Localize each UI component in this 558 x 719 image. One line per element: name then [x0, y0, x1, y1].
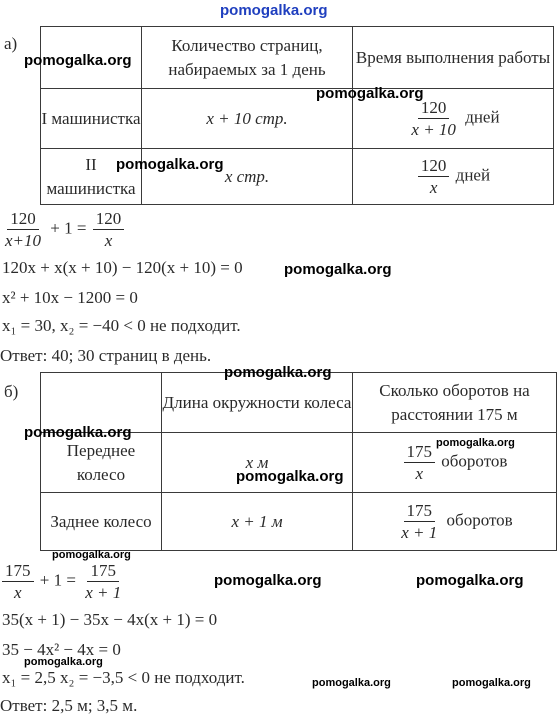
watermark-top: pomogalka.org	[220, 2, 328, 19]
part-a-label: а)	[4, 34, 18, 53]
fraction-numerator: 120	[418, 99, 450, 119]
equation-2: 35(x + 1) − 35x − 4x(x + 1) = 0	[2, 610, 218, 629]
watermark: pomogalka.org	[214, 572, 322, 589]
header-time: Время выполнения работы	[353, 27, 554, 89]
fraction-denominator: x + 1	[401, 523, 438, 542]
equation-operator: + 1 =	[50, 218, 87, 238]
fraction-denominator: x + 1	[85, 583, 122, 602]
unit-label: оборотов	[446, 510, 513, 530]
row-label: II машинистка	[41, 149, 142, 205]
answer-a: Ответ: 40; 30 страниц в день.	[0, 346, 212, 365]
watermark: pomogalka.org	[316, 85, 424, 102]
length-cell: x м	[245, 452, 269, 472]
answer-b: Ответ: 2,5 м; 3,5 м.	[0, 696, 138, 715]
fraction-numerator: 175	[404, 443, 436, 463]
unit-label: оборотов	[441, 451, 508, 471]
equation-operator: + 1 =	[39, 570, 76, 590]
row-label: I машинистка	[41, 89, 142, 149]
roots-line: x₁ = 2,5 x₂ = −3,5 < 0 не подходит.	[2, 668, 245, 687]
fraction-denominator: x	[13, 583, 22, 602]
watermark: pomogalka.org	[24, 656, 103, 668]
part-b-table	[40, 372, 557, 551]
header-length: Длина окружности колеса	[162, 373, 353, 433]
pages-cell: x стр.	[224, 166, 270, 186]
watermark: pomogalka.org	[236, 468, 344, 485]
equation-2: 120x + x(x + 10) − 120(x + 10) = 0	[2, 258, 243, 277]
length-cell: x + 1 м	[231, 511, 283, 531]
watermark: pomogalka.org	[284, 261, 392, 278]
unit-label: дней	[455, 165, 491, 185]
header-pages: Количество страниц, набираемых за 1 день	[142, 27, 353, 89]
equation-3: 35 − 4x² − 4x = 0	[2, 640, 121, 659]
equation-1	[0, 562, 126, 601]
fraction-denominator: x	[415, 464, 424, 483]
header-turns: Сколько оборотов на расстоянии 175 м	[353, 373, 557, 433]
fraction-numerator: 175	[87, 562, 119, 582]
equation-3: x² + 10x − 1200 = 0	[2, 288, 138, 307]
watermark: pomogalka.org	[312, 677, 391, 689]
time-cell	[353, 149, 554, 205]
fraction-numerator: 120	[7, 210, 39, 230]
pages-cell: x + 10 стр.	[206, 108, 288, 128]
row-label: Переднее колесо	[41, 433, 162, 493]
row-label: Заднее колесо	[41, 493, 162, 551]
turns-cell	[353, 493, 557, 551]
watermark: pomogalka.org	[452, 677, 531, 689]
fraction-denominator: x+10	[5, 231, 42, 250]
watermark: pomogalka.org	[416, 572, 524, 589]
fraction-numerator: 120	[418, 157, 450, 177]
watermark: pomogalka.org	[116, 156, 224, 173]
watermark: pomogalka.org	[52, 549, 131, 561]
roots-line: x₁ = 30, x₂ = −40 < 0 не подходит.	[2, 316, 241, 335]
fraction-denominator: x	[429, 178, 438, 197]
fraction-numerator: 175	[2, 562, 34, 582]
watermark: pomogalka.org	[24, 52, 132, 69]
fraction-denominator: x + 10	[411, 120, 456, 139]
equation-1	[0, 210, 126, 249]
part-b-label: б)	[4, 382, 19, 401]
fraction-denominator: x	[104, 231, 113, 250]
fraction-numerator: 120	[93, 210, 125, 230]
watermark: pomogalka.org	[436, 437, 515, 449]
unit-label: дней	[465, 107, 500, 127]
fraction-numerator: 175	[404, 502, 436, 522]
watermark: pomogalka.org	[24, 424, 132, 441]
watermark: pomogalka.org	[224, 364, 332, 381]
